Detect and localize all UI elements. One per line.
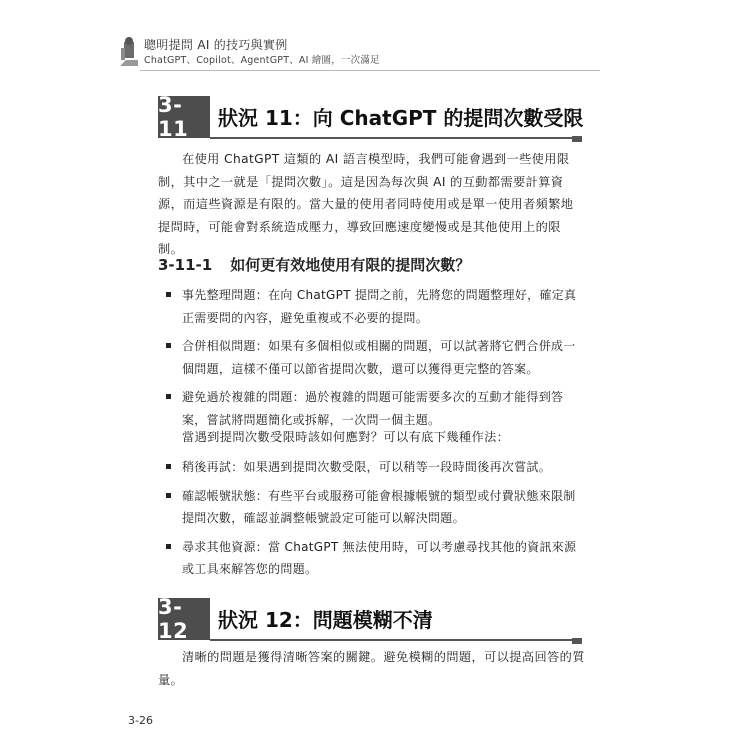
bullet-icon xyxy=(166,394,171,399)
section-heading-3-12 xyxy=(158,595,582,644)
list-item-text: 稍後再試：如果遇到提問次數受限，可以稍等一段時間後再次嘗試。 xyxy=(182,460,552,474)
list-item-text: 合併相似問題：如果有多個相似或相關的問題，可以試著將它們合併成一個問題，這樣不僅可以節省提問次數，還可以獲得更完整的答案。 xyxy=(182,339,576,376)
section-underline xyxy=(210,639,582,641)
list-item xyxy=(166,386,586,431)
list-item xyxy=(166,335,586,380)
tips-list xyxy=(166,284,586,437)
list-item-text: 事先整理問題：在向 ChatGPT 提問之前，先將您的問題整理好，確定真正需要問的內容，避免重複或不必要的提問。 xyxy=(182,288,577,325)
subsection-title: 如何更有效地使用有限的提問次數？ xyxy=(230,256,471,274)
book-logo-icon xyxy=(118,36,140,68)
running-header-subtitle: ChatGPT、Copilot、AgentGPT、AI 繪圖，一次滿足 xyxy=(144,55,380,66)
header-divider xyxy=(140,70,600,71)
list-item-text: 確認帳號狀態：有些平台或服務可能會根據帳號的類型或付費狀態來限制提問次數，確認並調整帳號設定可能可以解決問題。 xyxy=(182,488,576,525)
list-item xyxy=(166,456,586,479)
page-number: 3-26 xyxy=(128,714,153,727)
section-title: 狀況 11：向 ChatGPT 的提問次數受限 xyxy=(218,106,584,130)
section-number-badge: 3-11 xyxy=(158,96,210,138)
section-underline-end xyxy=(572,638,582,644)
bullet-icon xyxy=(166,343,171,348)
list-item-text: 避免過於複雜的問題：過於複雜的問題可能需要多次的互動才能得到答案，嘗試將問題簡化或拆解，一次問一個主題。 xyxy=(182,390,564,427)
transition-paragraph: 當遇到提問次數受限時該如何應對？可以有底下幾種作法： xyxy=(182,430,510,444)
bullet-icon xyxy=(166,493,171,498)
section-intro-paragraph: 在使用 ChatGPT 這類的 AI 語言模型時，我們可能會遇到一些使用限制，其中之一就是「提問次數」。這是因為每次與 AI 的互動都需要計算資源，而這些資源是有限的。當大量的使用者同時使用或是單一使用者頻繁地提問時，可能會對系統造成壓力，導致回應速度變慢或是其他使用上的限制。 xyxy=(158,152,574,256)
strategies-list xyxy=(166,456,586,587)
list-item xyxy=(166,485,586,530)
subsection-heading xyxy=(158,254,470,275)
list-item xyxy=(166,536,586,581)
section-heading-3-11 xyxy=(158,93,584,142)
section-underline-end xyxy=(572,136,582,142)
bullet-icon xyxy=(166,292,171,297)
bullet-icon xyxy=(166,464,171,469)
running-header-title: 聰明提問 AI 的技巧與實例 xyxy=(144,38,288,52)
list-item xyxy=(166,284,586,329)
bullet-icon xyxy=(166,544,171,549)
section-intro-paragraph: 清晰的問題是獲得清晰答案的關鍵。避免模糊的問題，可以提高回答的質量。 xyxy=(158,650,585,687)
section-title: 狀況 12：問題模糊不清 xyxy=(218,608,433,632)
section-underline xyxy=(210,137,582,139)
subsection-number: 3-11-1 xyxy=(158,256,213,274)
section-number-badge: 3-12 xyxy=(158,598,210,640)
list-item-text: 尋求其他資源：當 ChatGPT 無法使用時，可以考慮尋找其他的資訊來源或工具來解答您的問題。 xyxy=(182,539,577,576)
